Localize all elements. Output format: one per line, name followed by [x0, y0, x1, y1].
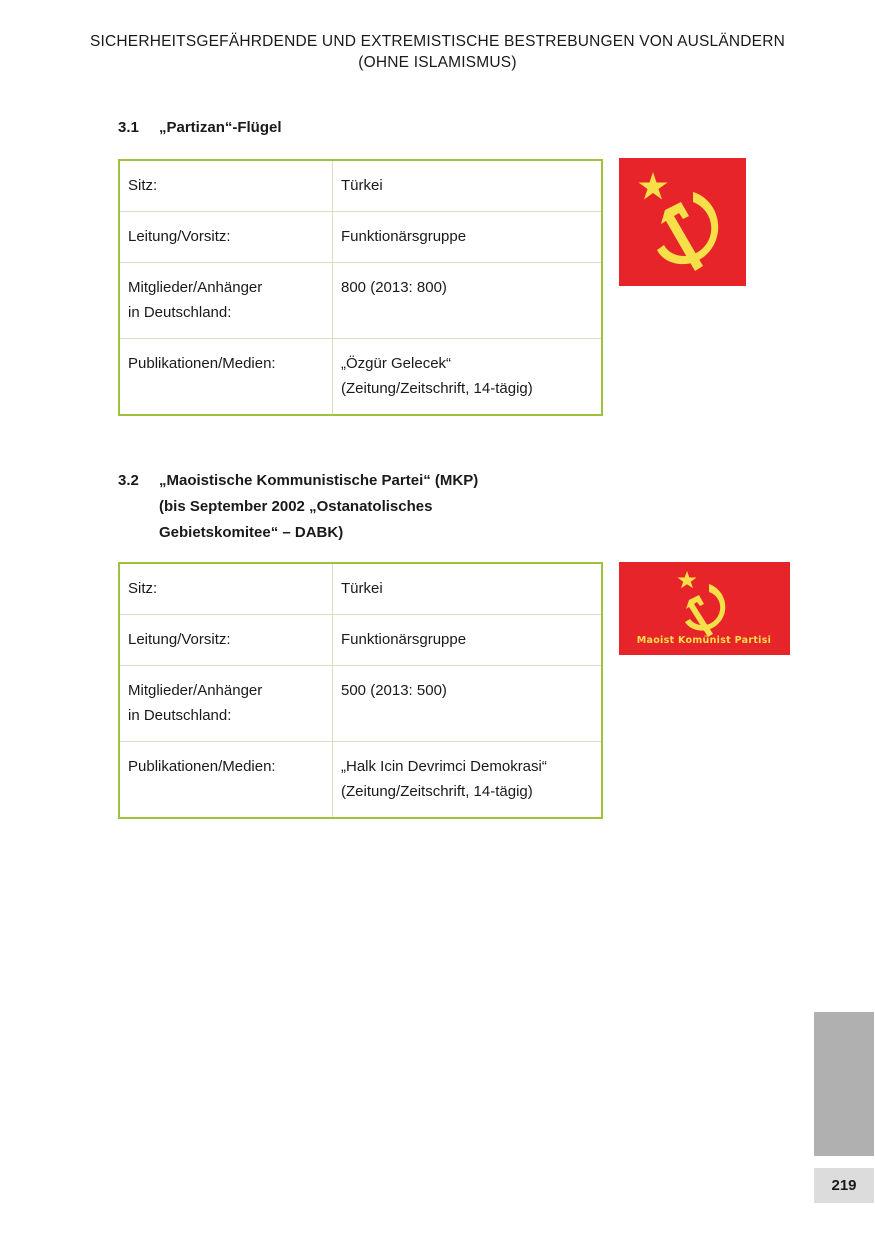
row-key-line: in Deutschland:: [128, 707, 232, 724]
flag-background: [619, 158, 746, 286]
table-row: [119, 563, 602, 615]
row-value: Funktionärsgruppe: [333, 212, 603, 263]
row-key: Leitung/Vorsitz:: [119, 212, 333, 263]
section-heading-3-1: [118, 115, 282, 141]
row-value: Funktionärsgruppe: [333, 615, 603, 666]
table-row: [119, 615, 602, 666]
partizan-flag: [619, 158, 746, 286]
row-key-line: in Deutschland:: [128, 304, 232, 321]
row-value: 800 (2013: 800): [333, 263, 603, 339]
running-header-line-2: (OHNE ISLAMISMUS): [358, 54, 517, 71]
mkp-flag: [619, 562, 790, 655]
row-value-line: „Özgür Gelecek“: [341, 355, 452, 372]
section-title-line: Gebietskomitee“ – DABK): [159, 524, 344, 541]
running-header-line-1: SICHERHEITSGEFÄHRDENDE UND EXTREMISTISCHE BESTREBUNGEN VON AUSLÄNDERN: [89, 33, 786, 50]
hammer-sickle-star-icon: [619, 158, 746, 286]
row-key: Sitz:: [119, 160, 333, 212]
table-row: [119, 212, 602, 263]
section-heading-3-2: [118, 468, 478, 546]
running-header: [0, 31, 875, 73]
section-title-line: (bis September 2002 „Ostanatolisches: [159, 498, 433, 515]
row-key: Publikationen/Medien:: [119, 742, 333, 819]
row-value: Türkei: [333, 563, 603, 615]
row-value-line: (Zeitung/Zeitschrift, 14-tägig): [341, 380, 533, 397]
section-number: 3.2: [118, 472, 139, 489]
row-key-line: Mitglieder/Anhänger: [128, 279, 263, 296]
row-value: Türkei: [333, 160, 603, 212]
row-key: Sitz:: [119, 563, 333, 615]
row-key: Publikationen/Medien:: [119, 339, 333, 416]
row-key: [119, 263, 333, 339]
info-table-3-1: [118, 159, 603, 416]
table-row: [119, 339, 602, 416]
flag-caption: Maoist Komünist Partisi: [636, 635, 772, 646]
row-value-line: (Zeitung/Zeitschrift, 14-tägig): [341, 783, 533, 800]
chapter-tab: [814, 1012, 874, 1156]
row-value: [333, 742, 603, 819]
flag-hammer: [686, 595, 713, 637]
row-key: [119, 666, 333, 742]
info-table-3-2: [118, 562, 603, 819]
table-row: [119, 742, 602, 819]
row-value: 500 (2013: 500): [333, 666, 603, 742]
page-number: 219: [814, 1168, 874, 1203]
table-row: [119, 263, 602, 339]
table-row: [119, 160, 602, 212]
row-key-line: Mitglieder/Anhänger: [128, 682, 263, 699]
section-number: 3.1: [118, 119, 139, 136]
row-value-line: „Halk Icin Devrimci Demokrasi“: [341, 758, 547, 775]
row-value: [333, 339, 603, 416]
row-key: Leitung/Vorsitz:: [119, 615, 333, 666]
section-title-line: „Partizan“-Flügel: [159, 119, 282, 136]
section-title-line: „Maoistische Kommunistische Partei“ (MKP): [159, 472, 479, 489]
flag-star: [678, 571, 697, 588]
table-row: [119, 666, 602, 742]
